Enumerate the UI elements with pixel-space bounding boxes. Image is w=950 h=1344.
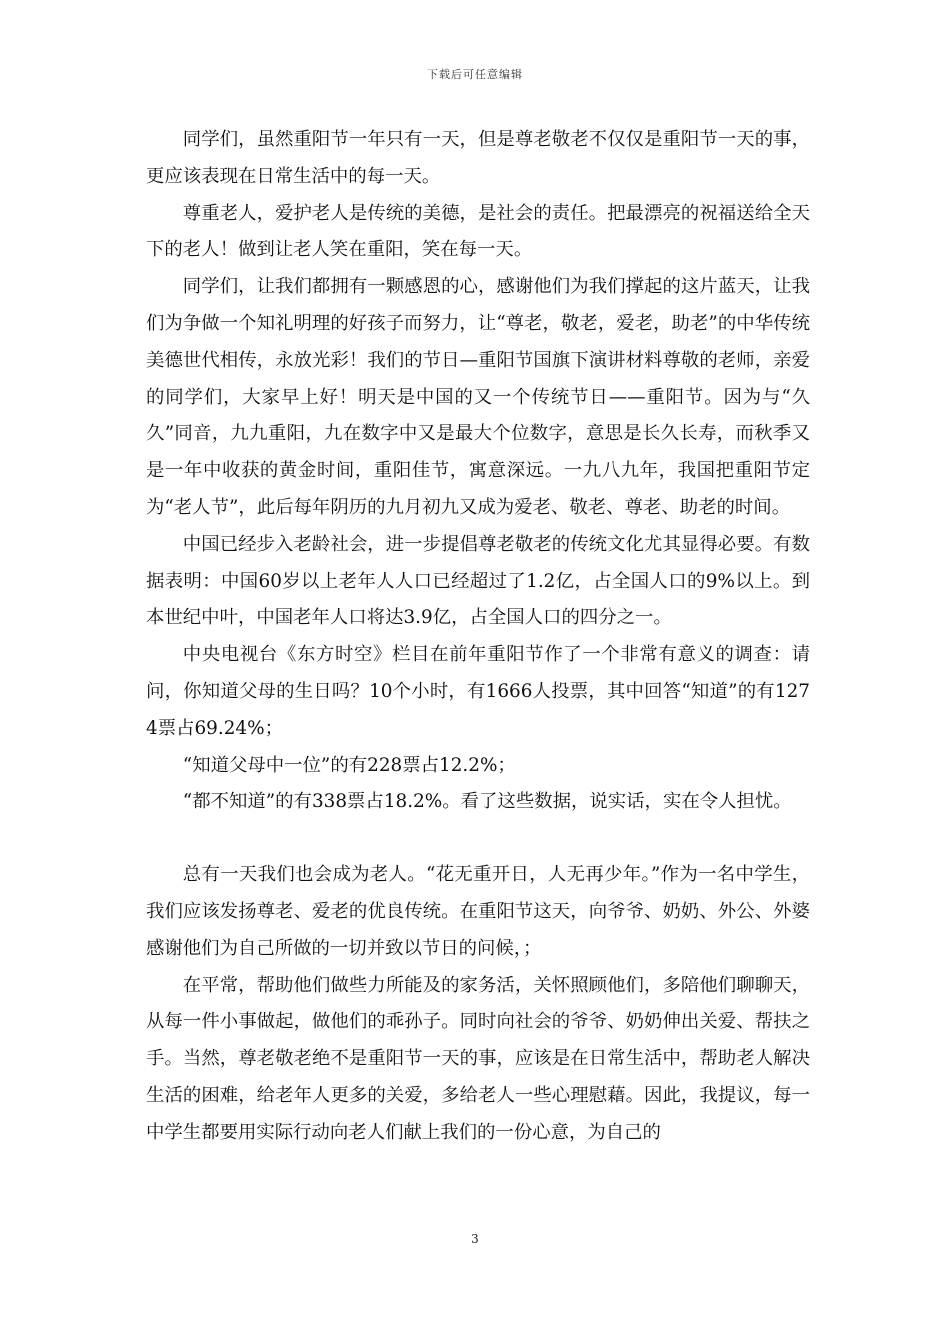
page-header: 下载后可任意编辑 bbox=[427, 68, 523, 81]
document-body bbox=[146, 122, 810, 1152]
page-number: 3 bbox=[471, 1232, 479, 1246]
paragraph: “都不知道”的有338票占18.2%。看了这些数据，说实话，实在令人担忧。 bbox=[182, 791, 792, 813]
paragraph: 中央电视台《东方时空》栏目在前年重阳节作了一个非常有意义的调查：请问，你知道父母的生日吗？10个小时，有1666人投票，其中回答“知道”的有1274票占69.24%； bbox=[146, 644, 810, 739]
paragraph: 尊重老人，爱护老人是传统的美德，是社会的责任。把最漂亮的祝福送给全天下的老人！做到让老人笑在重阳，笑在每一天。 bbox=[146, 202, 810, 261]
paragraph-spacer bbox=[146, 821, 810, 857]
paragraph: 在平常，帮助他们做些力所能及的家务活，关怀照顾他们，多陪他们聊聊天，从每一件小事做起，做他们的乖孙子。同时向社会的爷爷、奶奶伸出关爱、帮扶之手。当然，尊老敬老绝不是重阳节一天的事，应该是在日常生活中，帮助老人解决生活的困难，给老年人更多的关爱，多给老人一些心理慰藉。因此，我提议，每一中学生都要用实际行动向老人们献上我们的一份心意，为自己的 bbox=[146, 974, 810, 1143]
paragraph: 中国已经步入老龄社会，进一步提倡尊老敬老的传统文化尤其显得必要。有数据表明：中国60岁以上老年人人口已经超过了1.2亿，占全国人口的9%以上。到本世纪中叶，中国老年人口将达3.9亿，占全国人口的四分之一。 bbox=[146, 533, 810, 629]
paragraph: 总有一天我们也会成为老人。“花无重开日，人无再少年。”作为一名中学生，我们应该发扬尊老、爱老的优良传统。在重阳节这天，向爷爷、奶奶、外公、外婆感谢他们为自己所做的一切并致以节日的问候，； bbox=[146, 864, 810, 959]
paragraph: “知道父母中一位”的有228票占12.2%； bbox=[182, 754, 516, 776]
paragraph: 同学们，虽然重阳节一年只有一天，但是尊老敬老不仅仅是重阳节一天的事，更应该表现在日常生活中的每一天。 bbox=[146, 129, 810, 187]
paragraph: 同学们，让我们都拥有一颗感恩的心，感谢他们为我们撑起的这片蓝天，让我们为争做一个知礼明理的好孩子而努力，让“尊老，敬老，爱老，助老”的中华传统美德世代相传，永放光彩！我们的节日—重阳节国旗下演讲材料尊敬的老师，亲爱的同学们，大家早上好！明天是中国的又一个传统节日——重阳节。因为与“久久”同音，九九重阳，九在数字中又是最大个位数字，意思是长久长寿，而秋季又是一年中收获的黄金时间，重阳佳节，寓意深远。一九八九年，我国把重阳节定为“老人节”，此后每年阴历的九月初九又成为爱老、敬老、尊老、助老的时间。 bbox=[146, 276, 810, 518]
